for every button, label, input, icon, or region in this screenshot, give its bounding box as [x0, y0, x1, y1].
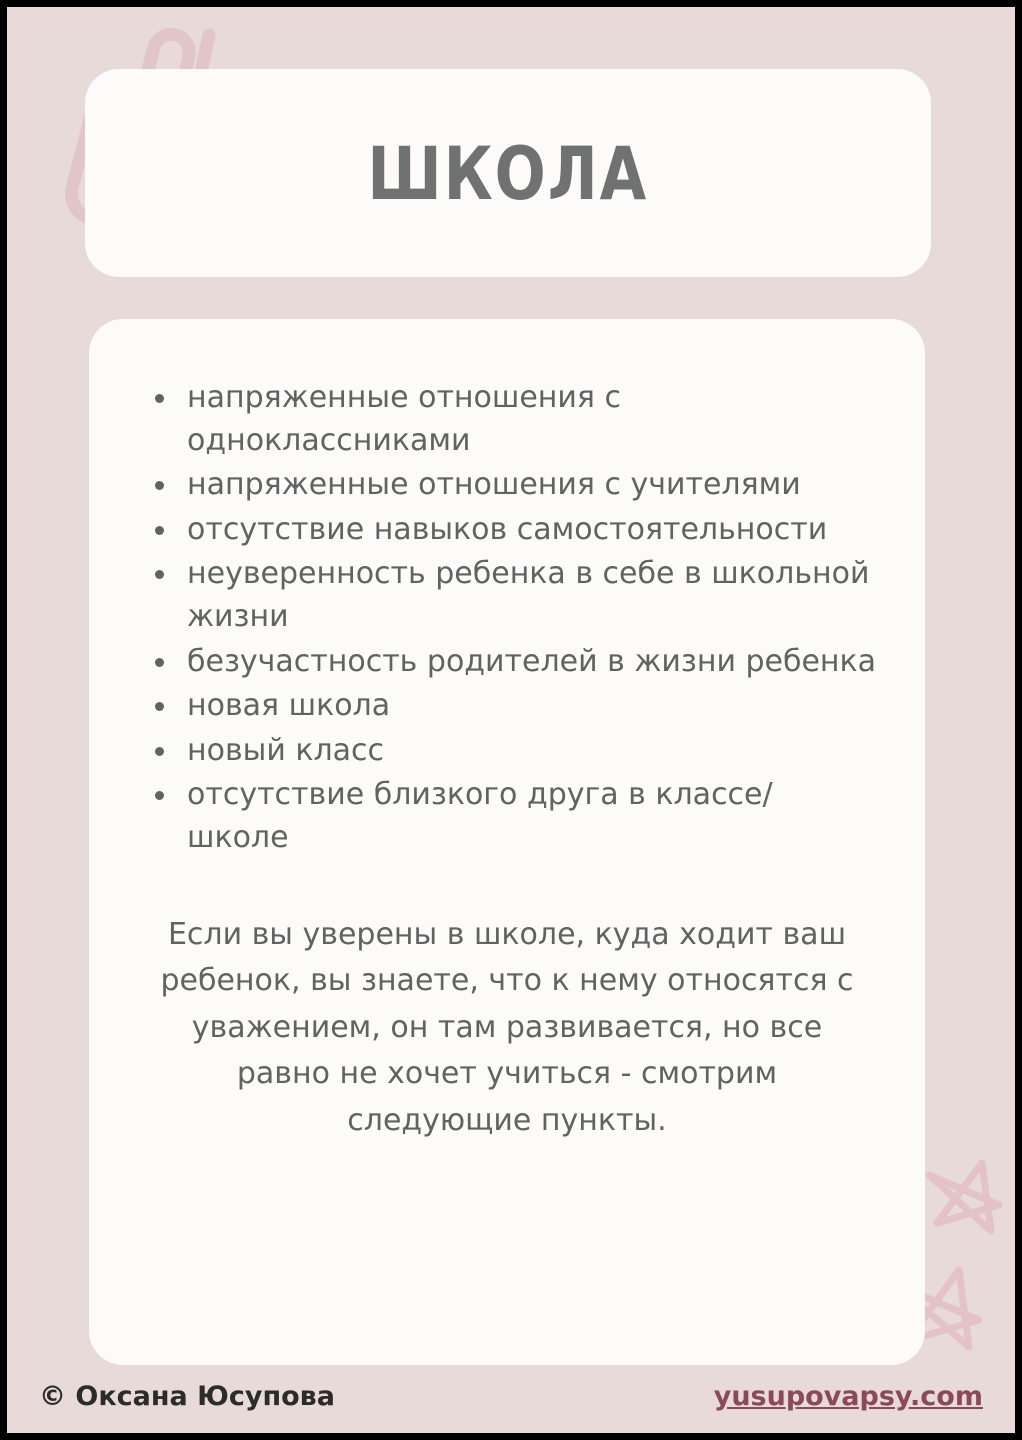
copyright-text: © Оксана Юсупова: [39, 1380, 335, 1412]
footer: [7, 1369, 1015, 1423]
list-item: напряженные отношения с одноклассниками: [133, 377, 881, 462]
list-item: новый класс: [133, 730, 881, 773]
page-title: ШКОЛА: [367, 129, 649, 217]
website-link[interactable]: yusupovapsy.com: [713, 1380, 983, 1412]
list-item: отсутствие близкого друга в классе/ школе: [133, 774, 881, 859]
list-item: отсутствие навыков самостоятельности: [133, 509, 881, 552]
list-item: безучастность родителей в жизни ребенка: [133, 641, 881, 684]
list-item: напряженные отношения с учителями: [133, 464, 881, 507]
content-card: [89, 319, 925, 1365]
list-item: новая школа: [133, 685, 881, 728]
reasons-list: [133, 377, 881, 860]
title-card: [85, 69, 931, 277]
list-item: неуверенность ребенка в себе в школьной жизни: [133, 553, 881, 638]
closing-paragraph: Если вы уверены в школе, куда ходит ваш ребенок, вы знаете, что к нему относятся с уважением, он там развивается, но все равно не хочет учиться - смотрим следующие пункты.: [160, 916, 854, 1138]
